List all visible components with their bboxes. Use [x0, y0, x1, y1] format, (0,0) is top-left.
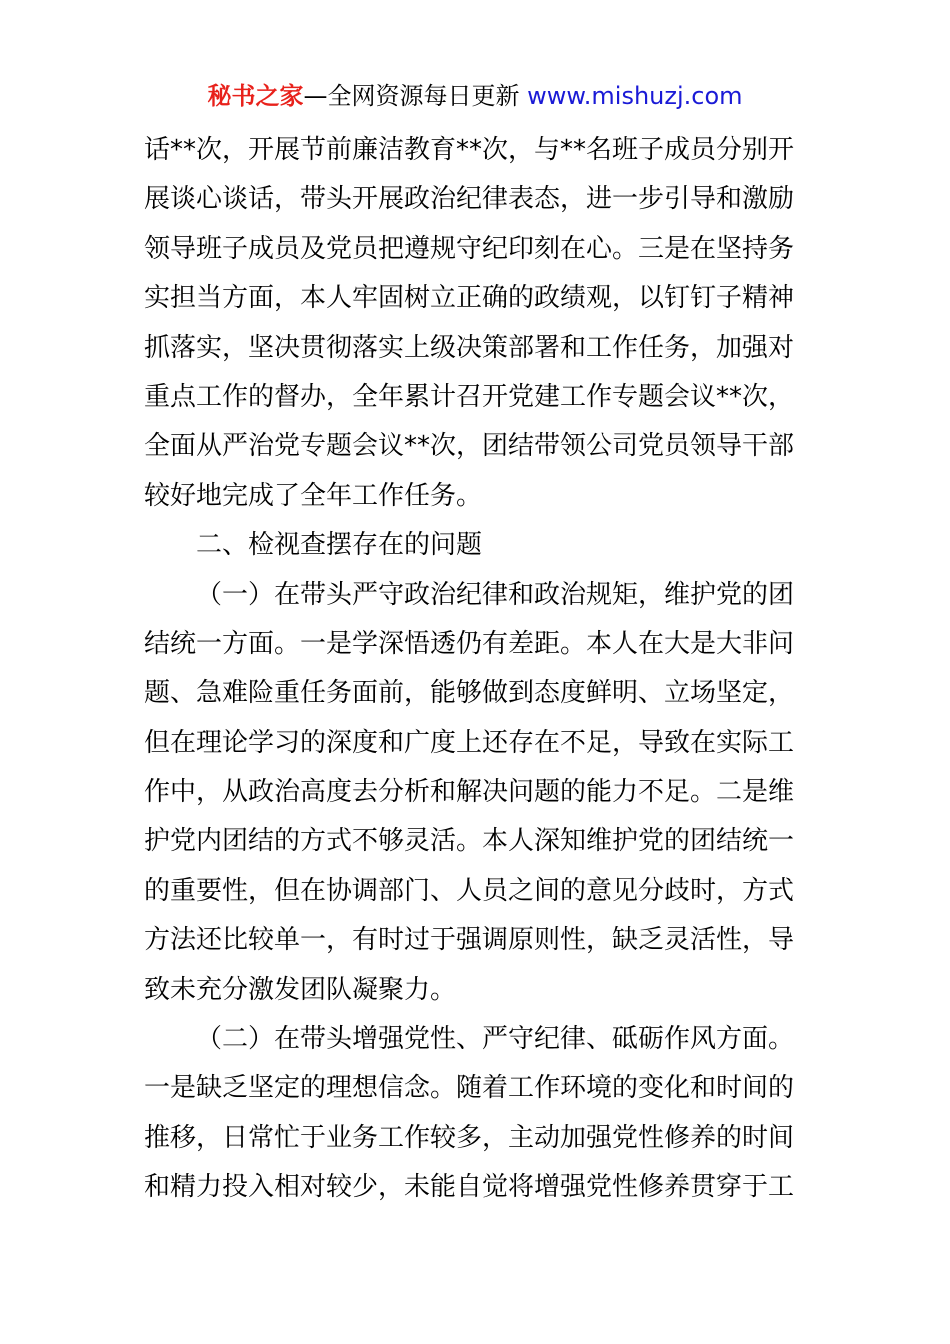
text-line: 题、急难险重任务面前，能够做到态度鲜明、立场坚定，	[144, 678, 795, 709]
text-line: 一是缺乏坚定的理想信念。随着工作环境的变化和时间的	[144, 1073, 795, 1104]
site-header	[0, 78, 950, 114]
text-line: 方法还比较单一，有时过于强调原则性，缺乏灵活性，导	[144, 925, 795, 956]
text-line: 作中，从政治高度去分析和解决问题的能力不足。二是维	[144, 777, 795, 808]
text-line: 全面从严治党专题会议**次，团结带领公司党员领导干部	[144, 431, 795, 462]
text-line: 的重要性，但在协调部门、人员之间的意见分歧时，方式	[144, 875, 795, 906]
site-tagline: —全网资源每日更新	[303, 82, 520, 110]
subsection-heading-line: （一）在带头严守政治纪律和政治规矩，维护党的团	[196, 579, 795, 610]
text-line: 抓落实，坚决贯彻落实上级决策部署和工作任务，加强对	[144, 332, 795, 363]
text-line: 结统一方面。一是学深悟透仍有差距。本人在大是大非问	[144, 628, 795, 659]
text-line: 致未充分激发团队凝聚力。	[144, 974, 457, 1005]
text-line: 但在理论学习的深度和广度上还存在不足，导致在实际工	[144, 727, 795, 758]
text-line: 较好地完成了全年工作任务。	[144, 480, 483, 511]
document-body	[144, 126, 806, 1213]
text-line: 领导班子成员及党员把遵规守纪印刻在心。三是在坚持务	[144, 233, 795, 264]
site-brand: 秘书之家	[207, 82, 304, 110]
text-line: 展谈心谈话，带头开展政治纪律表态，进一步引导和激励	[144, 184, 795, 215]
site-url-link[interactable]: www.mishuzj.com	[527, 82, 743, 110]
text-line: 重点工作的督办，全年累计召开党建工作专题会议**次，	[144, 381, 795, 412]
text-line: 和精力投入相对较少，未能自觉将增强党性修养贯穿于工	[144, 1172, 795, 1203]
text-line: 话**次，开展节前廉洁教育**次，与**名班子成员分别开	[144, 135, 795, 165]
text-line: 推移，日常忙于业务工作较多，主动加强党性修养的时间	[144, 1122, 795, 1153]
text-line: 护党内团结的方式不够灵活。本人深知维护党的团结统一	[144, 826, 795, 857]
subsection-heading-line: （二）在带头增强党性、严守纪律、砥砺作风方面。	[196, 1024, 795, 1055]
text-line: 实担当方面，本人牢固树立正确的政绩观，以钉钉子精神	[144, 283, 795, 314]
section-heading: 二、检视查摆存在的问题	[196, 530, 483, 561]
